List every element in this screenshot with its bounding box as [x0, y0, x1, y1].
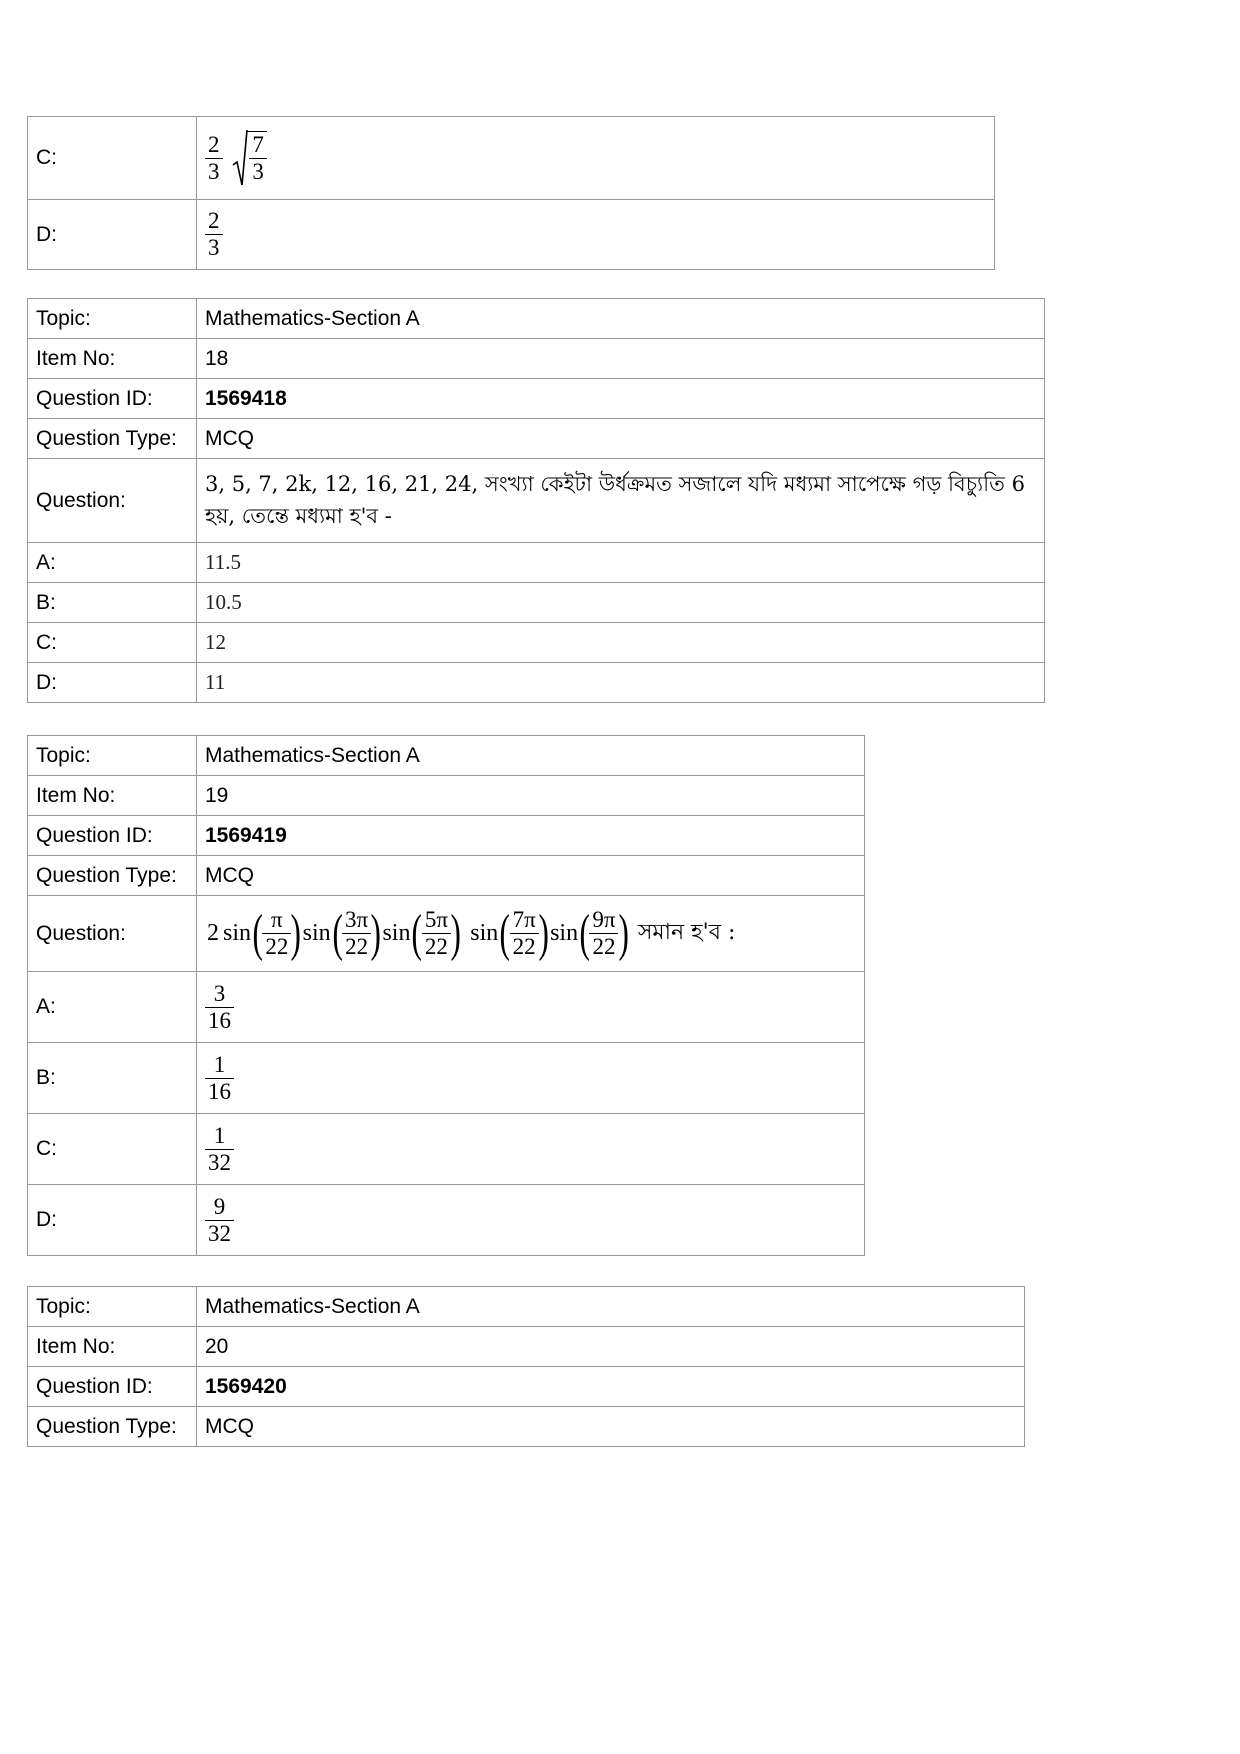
denominator: 32 — [205, 1149, 234, 1176]
right-paren-icon: ) — [617, 904, 629, 962]
left-paren-icon: ( — [411, 904, 423, 962]
option-row-d — [28, 1185, 865, 1256]
option-label: C: — [28, 623, 197, 663]
option-value — [197, 1114, 865, 1185]
sine-product-expression — [205, 904, 856, 962]
sin-function: sin — [470, 920, 499, 946]
question-type-row — [28, 856, 865, 896]
option-row-b — [28, 1043, 865, 1114]
question-id-value: 1569419 — [197, 816, 865, 856]
item-no-row — [28, 776, 865, 816]
numerator: 3 — [213, 980, 226, 1006]
question-id-row — [28, 816, 865, 856]
fraction — [342, 907, 371, 960]
question-expression — [197, 896, 865, 972]
fraction — [510, 907, 539, 960]
question-type-value: MCQ — [197, 419, 1045, 459]
topic-value: Mathematics-Section A — [197, 1287, 1025, 1327]
item-no-row — [28, 1327, 1025, 1367]
question-id-row — [28, 379, 1045, 419]
item-no-value: 20 — [197, 1327, 1025, 1367]
sin-function: sin — [302, 920, 331, 946]
coefficient: 2 — [207, 920, 219, 946]
right-paren-icon: ) — [370, 904, 382, 962]
numerator: 7π — [512, 907, 536, 933]
option-value — [197, 200, 995, 270]
item-no-label: Item No: — [28, 776, 197, 816]
item-no-row — [28, 339, 1045, 379]
question-id-label: Question ID: — [28, 816, 197, 856]
left-paren-icon: ( — [499, 904, 511, 962]
question-tail-text: সমান হ'ব : — [637, 920, 736, 945]
numerator: 5π — [424, 907, 448, 933]
denominator: 16 — [205, 1078, 234, 1105]
left-paren-icon: ( — [579, 904, 590, 962]
topic-value: Mathematics-Section A — [197, 736, 865, 776]
option-label: D: — [28, 200, 197, 270]
numerator: 7 — [252, 132, 264, 158]
option-row-b — [28, 583, 1045, 623]
topic-row — [28, 736, 865, 776]
fraction — [205, 1194, 234, 1247]
question-type-label: Question Type: — [28, 1407, 197, 1447]
fraction — [205, 1052, 234, 1105]
question-id-value: 1569420 — [197, 1367, 1025, 1407]
question-label: Question: — [28, 459, 197, 543]
option-row-c — [28, 623, 1045, 663]
question-label: Question: — [28, 896, 197, 972]
right-paren-icon: ) — [450, 904, 461, 962]
option-label: A: — [28, 972, 197, 1043]
denominator: 22 — [510, 933, 539, 960]
numerator: 3π — [345, 907, 369, 933]
option-row-d — [28, 200, 995, 270]
option-row-a — [28, 972, 865, 1043]
numerator: 1 — [213, 1122, 226, 1148]
denominator: 3 — [249, 158, 267, 185]
option-label: C: — [28, 1114, 197, 1185]
item-no-value: 18 — [197, 339, 1045, 379]
question-20-table — [27, 1286, 1025, 1447]
option-value: 11.5 — [197, 543, 1045, 583]
question-row — [28, 459, 1045, 543]
denominator: 22 — [342, 933, 371, 960]
topic-label: Topic: — [28, 736, 197, 776]
right-paren-icon: ) — [290, 904, 302, 962]
option-label: D: — [28, 1185, 197, 1256]
option-value: 12 — [197, 623, 1045, 663]
question-type-value: MCQ — [197, 856, 865, 896]
fraction — [262, 907, 291, 960]
item-no-value: 19 — [197, 776, 865, 816]
denominator: 3 — [205, 234, 223, 261]
numerator: 9 — [213, 1193, 226, 1219]
denominator: 22 — [422, 933, 451, 960]
option-row-d — [28, 663, 1045, 703]
question-type-value: MCQ — [197, 1407, 1025, 1447]
topic-row — [28, 299, 1045, 339]
topic-label: Topic: — [28, 1287, 197, 1327]
option-value: 10.5 — [197, 583, 1045, 623]
option-label: C: — [28, 117, 197, 200]
question-type-label: Question Type: — [28, 856, 197, 896]
option-label: A: — [28, 543, 197, 583]
fraction — [249, 132, 267, 185]
topic-label: Topic: — [28, 299, 197, 339]
question-19-table — [27, 735, 865, 1256]
option-label: B: — [28, 1043, 197, 1114]
option-value — [197, 117, 995, 200]
numerator: 2 — [208, 131, 220, 157]
fraction — [205, 981, 234, 1034]
fraction — [205, 208, 223, 261]
option-label: B: — [28, 583, 197, 623]
option-row-a — [28, 543, 1045, 583]
square-root — [232, 129, 267, 187]
question-type-row — [28, 1407, 1025, 1447]
question-id-label: Question ID: — [28, 1367, 197, 1407]
sin-function: sin — [382, 920, 411, 946]
numerator: π — [271, 907, 283, 933]
right-paren-icon: ) — [538, 904, 549, 962]
question-row — [28, 896, 865, 972]
question-type-label: Question Type: — [28, 419, 197, 459]
denominator: 22 — [262, 933, 291, 960]
denominator: 32 — [205, 1220, 234, 1247]
sin-function: sin — [223, 920, 252, 946]
fraction — [205, 132, 223, 185]
question-18-table — [27, 298, 1045, 703]
question-id-label: Question ID: — [28, 379, 197, 419]
numerator: 1 — [213, 1051, 226, 1077]
option-value — [197, 1043, 865, 1114]
radical-sign-icon — [232, 129, 248, 187]
item-no-label: Item No: — [28, 1327, 197, 1367]
sin-function: sin — [550, 920, 579, 946]
fraction — [589, 907, 618, 960]
fraction — [205, 1123, 234, 1176]
option-value — [197, 1185, 865, 1256]
topic-value: Mathematics-Section A — [197, 299, 1045, 339]
question-text: 3, 5, 7, 2k, 12, 16, 21, 24, সংখ্যা কেইটা উৰ্ধক্ৰমত সজালে যদি মধ্যমা সাপেক্ষে গড় বিচ্যুতি 6 হয়, তেন্তে মধ্যমা হ'ব - — [197, 459, 1045, 543]
question-id-value: 1569418 — [197, 379, 1045, 419]
option-row-c — [28, 1114, 865, 1185]
question-id-row — [28, 1367, 1025, 1407]
option-value: 11 — [197, 663, 1045, 703]
topic-row — [28, 1287, 1025, 1327]
denominator: 16 — [205, 1007, 234, 1034]
question-type-row — [28, 419, 1045, 459]
fraction — [422, 907, 451, 960]
option-value — [197, 972, 865, 1043]
item-no-label: Item No: — [28, 339, 197, 379]
option-row-c — [28, 117, 995, 200]
numerator: 9π — [592, 907, 616, 933]
left-paren-icon: ( — [252, 904, 263, 962]
numerator: 2 — [208, 208, 220, 234]
left-paren-icon: ( — [332, 904, 343, 962]
option-label: D: — [28, 663, 197, 703]
denominator: 22 — [589, 933, 618, 960]
question-17-options-table — [27, 116, 995, 270]
denominator: 3 — [205, 158, 223, 185]
